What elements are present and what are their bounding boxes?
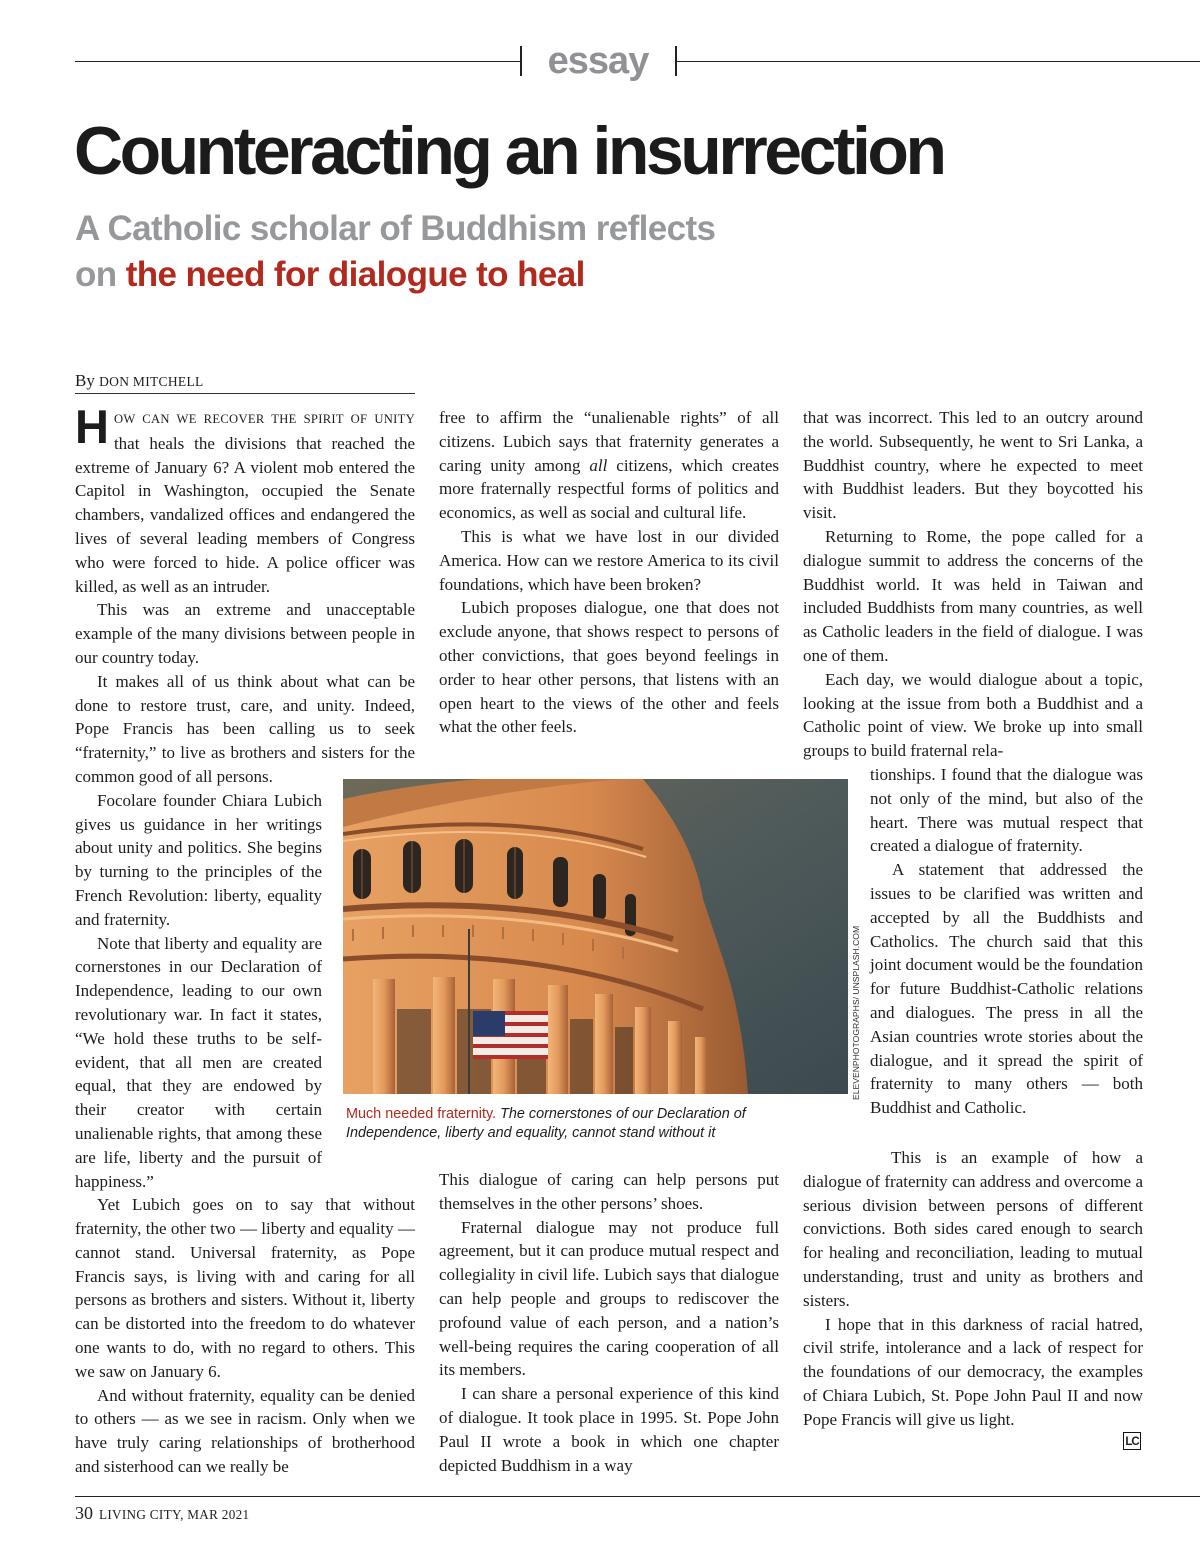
article-paragraph: Returning to Rome, the pope called for a dialogue summit to address the concerns of the Buddhist world. It was held in Taiwan and included Buddhists from many countries, as well as Catholic leaders in the field of dialogue. I was one of them.: [803, 526, 1143, 665]
article-paragraph: Fraternal dialogue may not produce full agreement, but it can produce mutual respect and collegiality in civil life. Lubich says that dialogue can help people and groups to rediscover the profound value of each person, and a nation’s well-being requires the caring cooperation of all its members.: [439, 1217, 779, 1380]
article-paragraph: Yet Lubich goes on to say that without fraternity, the other two — liberty and equality — cannot stand. Universal fraternity, as Pope Francis says, is living with and caring for all persons as brothers and sisters. Without it, liberty can be distorted into the freedom to do whatever one wants to do, with no regard to others. This we saw on January 6.: [75, 1195, 415, 1381]
photo-credit: [847, 925, 867, 1100]
headline: Counteracting an insurrection: [74, 113, 944, 189]
end-mark-logo: LC: [1123, 1432, 1141, 1450]
photo-caption: [346, 1105, 786, 1142]
byline: [75, 371, 415, 394]
top-rule-tick-left: [520, 46, 522, 76]
article-paragraph: Each day, we would dialogue about a topic, looking at the issue from both a Buddhist and a Catholic point of view. We broke up into small groups to build fraternal rela-: [803, 669, 1143, 761]
caption-body: The cornerstones of our Declaration of Independence, liberty and equality, cannot stand without it: [346, 1106, 746, 1141]
deck: [75, 206, 715, 298]
footer-rule: [75, 1496, 1200, 1497]
lead-small-caps: OW CAN WE RECOVER THE SPIRIT OF UNITY: [113, 412, 415, 426]
article-column-3-middle: [870, 763, 1143, 1120]
article-paragraph: I hope that in this darkness of racial hatred, civil strife, intolerance and a lack of respect for the foundations of our democracy, the examples of Chiara Lubich, St. Pope John Paul II and now Pope Francis will give us light.: [803, 1314, 1143, 1429]
article-paragraph: And without fraternity, equality can be denied to others — as we see in racism. Only when we have truly caring relationships of brotherhood and sisterhood can we really be: [75, 1385, 415, 1477]
article-paragraph: This is what we have lost in our divided America. How can we restore America to its civil foundations, which have been broken?: [439, 526, 779, 594]
capitol-dome-photo: [343, 779, 848, 1094]
drop-cap: H: [75, 400, 109, 453]
photo-credit-text: ELEVENPHOTOGRAPHS/ UNSPLASH.COM: [851, 925, 861, 1100]
article-paragraph: Focolare founder Chiara Lubich gives us guidance in her writings about unity and politics. She begins by turning to the principles of the French Revolution: liberty, equality and fraternity.: [75, 790, 322, 929]
deck-line-2: [75, 252, 715, 298]
article-column-3-top: [803, 406, 1143, 763]
paragraph-text: citizens, which creates more fraternally respectful forms of politics and economics, as well as social and cultural life.: [439, 455, 779, 523]
article-paragraph: This was an extreme and unacceptable example of the many divisions between people in our country today.: [75, 600, 415, 667]
article-paragraph: I can share a personal experience of this kind of dialogue. It took place in 1995. St. Pope John Paul II wrote a book in which one chapter depicted Buddhism in a way: [439, 1384, 779, 1475]
emphasis: all: [589, 455, 608, 475]
byline-by: By: [75, 371, 95, 390]
article-paragraph: This is an example of how a dialogue of fraternity can address and overcome a serious division between persons of different convictions. Both sides cared enough to search for healing and reconciliation, leading to mutual understanding, trust and unity as brothers and sisters.: [803, 1148, 1143, 1310]
deck-highlight: the need for dialogue to heal: [125, 255, 585, 294]
top-rule-left: [75, 61, 520, 62]
article-paragraph: This dialogue of caring can help persons put themselves in the other persons’ shoes.: [439, 1170, 779, 1213]
article-paragraph: It makes all of us think about what can be done to restore trust, care, and unity. Indeed, Pope Francis has been calling us to seek “fraternity,” to live as brothers and sisters for the common good of all persons.: [75, 671, 415, 786]
top-rule-right: [676, 61, 1200, 62]
deck-on: on: [75, 255, 117, 294]
article-paragraph: tionships. I found that the dialogue was not only of the mind, but also of the heart. There was mutual respect that created a dialogue of fraternity.: [870, 765, 1143, 856]
column-1-wrap-around-photo: [75, 789, 322, 1194]
byline-author: DON MITCHELL: [99, 374, 204, 389]
article-column-2-bottom: [439, 1168, 779, 1477]
article-paragraph: A statement that addressed the issues to be clarified was written and accepted by all the Buddhists and Catholics. The church said that this joint document would be the foundation for future Buddhist-Catholic relations and dialogues. The press in all the Asian countries wrote stories about the dialogue, and it spread the spirit of fraternity to many others — both Buddhist and Catholic.: [870, 860, 1143, 1118]
publication-info: LIVING CITY, MAR 2021: [99, 1507, 250, 1522]
article-paragraph: [439, 406, 779, 525]
page-number: 30: [75, 1503, 93, 1523]
caption-lead: Much needed fraternity.: [346, 1106, 497, 1122]
article-paragraph: Note that liberty and equality are cornerstones in our Declaration of Independence, leading to our own revolutionary war. In fact it states, “We hold these truths to be self-evident, that all men are created equal, that they are endowed by their creator with certain unalienable rights, that among these are life, liberty and the pursuit of happiness.”: [75, 933, 322, 1191]
footer: [75, 1503, 249, 1524]
article-paragraph: that was incorrect. This led to an outcry around the world. Subsequently, he went to Sri Lanka, a Buddhist country, where he expected to meet with Buddhist leaders. But they boycotted his visit.: [803, 408, 1143, 523]
paragraph-text: free to affirm the “unalienable rights” of all citizens. Lubich says that fraternity generates a caring unity among: [439, 408, 779, 475]
article-column-2-top: [439, 406, 779, 739]
paragraph-text: that heals the divisions that reached the extreme of January 6? A violent mob entered the Capitol in Washington, occupied the Senate chambers, vandalized offices and endangered the lives of several leading members of Congress who were forced to hide. A police officer was killed, as well as an intruder.: [75, 433, 415, 596]
section-tag: essay: [547, 40, 649, 82]
article-paragraph: Lubich proposes dialogue, one that does not exclude anyone, that shows respect to persons of other convictions, that goes beyond feelings in order to hear other persons, that listens with an open heart to the views of the other and feels what the other feels.: [439, 598, 779, 737]
article-column-3-bottom: [803, 1146, 1143, 1432]
deck-line-1: A Catholic scholar of Buddhism reflects: [75, 209, 716, 248]
article-paragraph: [75, 400, 415, 598]
